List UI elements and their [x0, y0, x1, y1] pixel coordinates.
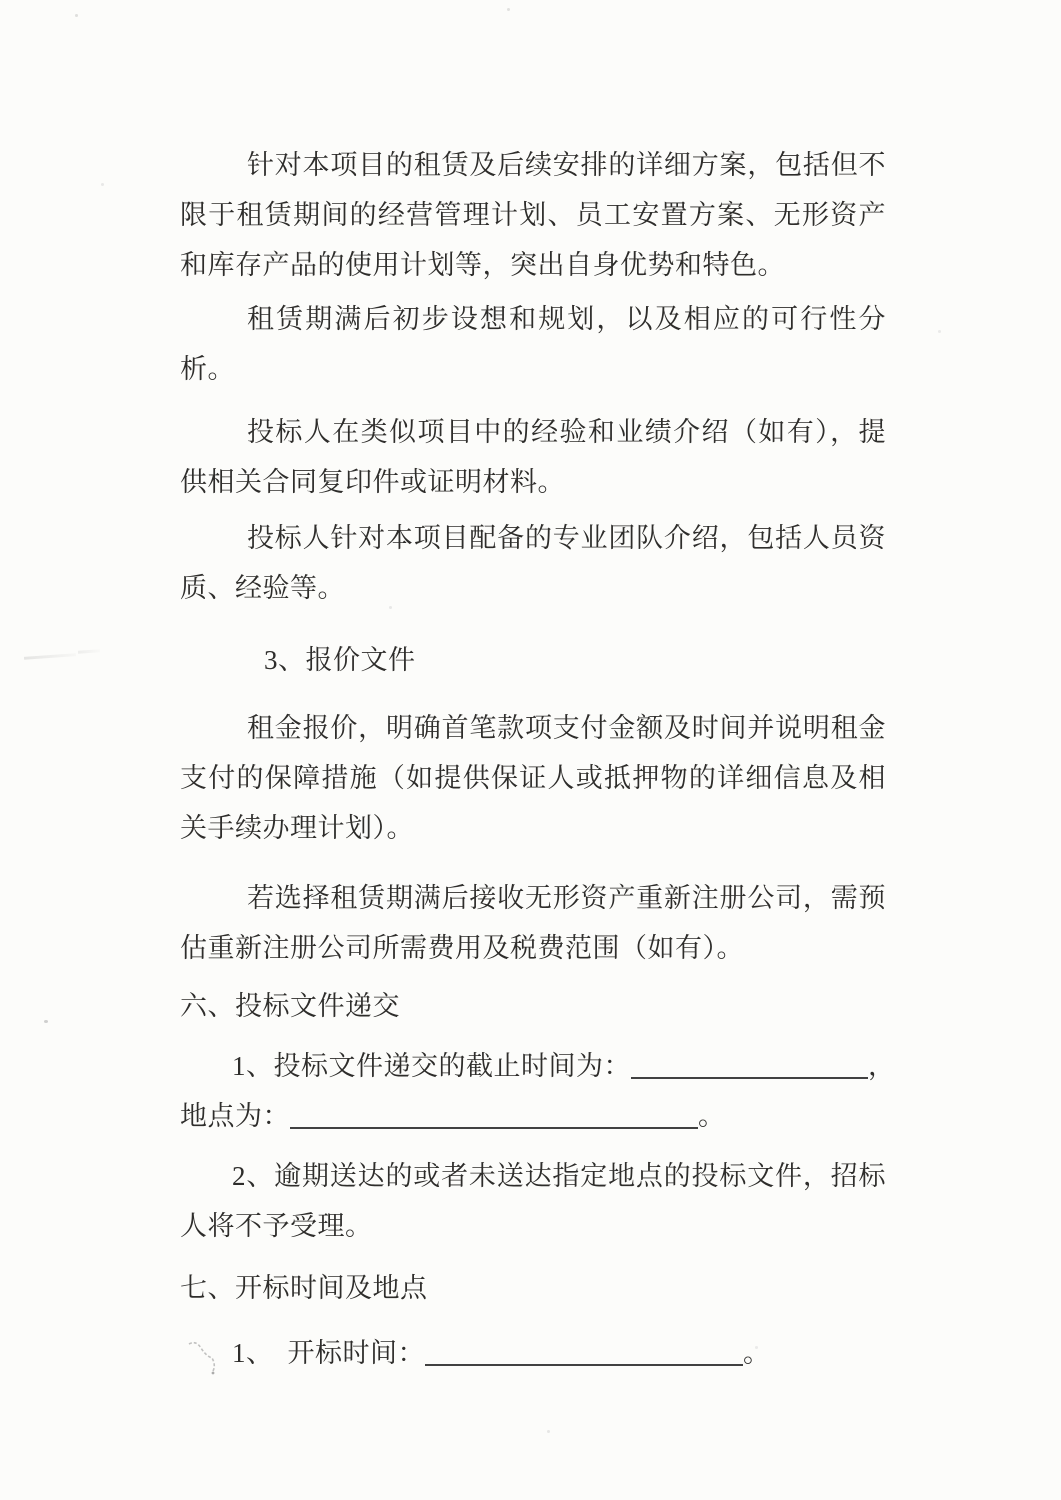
- document-content: [180, 140, 896, 1378]
- scan-speck: [547, 1430, 550, 1433]
- paragraph-bidder-experience: 投标人在类似项目中的经验和业绩介绍（如有），提供相关合同复印件或证明材料。: [180, 417, 886, 497]
- place-line: [180, 1091, 886, 1141]
- paragraph-rent-quotation: 租金报价，明确首笔款项支付金额及时间并说明租金支付的保障措施（如提供保证人或抵押物的详细信息及相关手续办理计划）。: [180, 713, 886, 843]
- deadline-trailing-comma: ，: [868, 1051, 896, 1081]
- scan-scribble-artifact: [186, 1338, 222, 1378]
- scan-speck: [755, 1346, 758, 1349]
- scan-smudge-dash-left: [24, 653, 76, 660]
- opening-time-label: 1、 开标时间：: [232, 1338, 425, 1368]
- section-heading-seven: 七、开标时间及地点: [180, 1273, 428, 1303]
- opening-time-line: [180, 1328, 886, 1378]
- scan-speck: [938, 330, 941, 333]
- paragraph-lease-plan: 针对本项目的租赁及后续安排的详细方案，包括但不限于租赁期间的经营管理计划、员工安置方案、无形资产和库存产品的使用计划等，突出自身优势和特色。: [180, 150, 886, 280]
- deadline-blank-field: [631, 1071, 868, 1079]
- paragraph-post-lease-planning: 租赁期满后初步设想和规划，以及相应的可行性分析。: [180, 304, 886, 384]
- place-label: 地点为：: [180, 1101, 290, 1131]
- scan-speck: [75, 14, 78, 17]
- opening-time-trailing-period: 。: [743, 1338, 771, 1368]
- scan-speck: [507, 8, 510, 11]
- opening-time-blank-field: [425, 1358, 743, 1366]
- scan-speck: [389, 606, 392, 609]
- scan-speck: [101, 183, 104, 186]
- place-blank-field: [290, 1121, 698, 1129]
- section-heading-six: 六、投标文件递交: [180, 991, 400, 1021]
- deadline-line: [180, 1041, 896, 1091]
- scan-speck: [44, 1020, 48, 1023]
- submission-deadline-item: [180, 1041, 896, 1141]
- paragraph-team-introduction: 投标人针对本项目配备的专业团队介绍，包括人员资质、经验等。: [180, 523, 886, 603]
- subheading-pricing-document: 3、报价文件: [264, 645, 416, 675]
- scan-smudge-dash-left-2: [78, 649, 100, 654]
- paragraph-reregistration-cost: 若选择租赁期满后接收无形资产重新注册公司，需预估重新注册公司所需费用及税费范围（如有）。: [180, 883, 886, 963]
- place-trailing-period: 。: [698, 1101, 726, 1131]
- deadline-label: 1、投标文件递交的截止时间为：: [232, 1051, 631, 1081]
- paragraph-overdue-rejection: 2、逾期送达的或者未送达指定地点的投标文件，招标人将不予受理。: [180, 1161, 886, 1241]
